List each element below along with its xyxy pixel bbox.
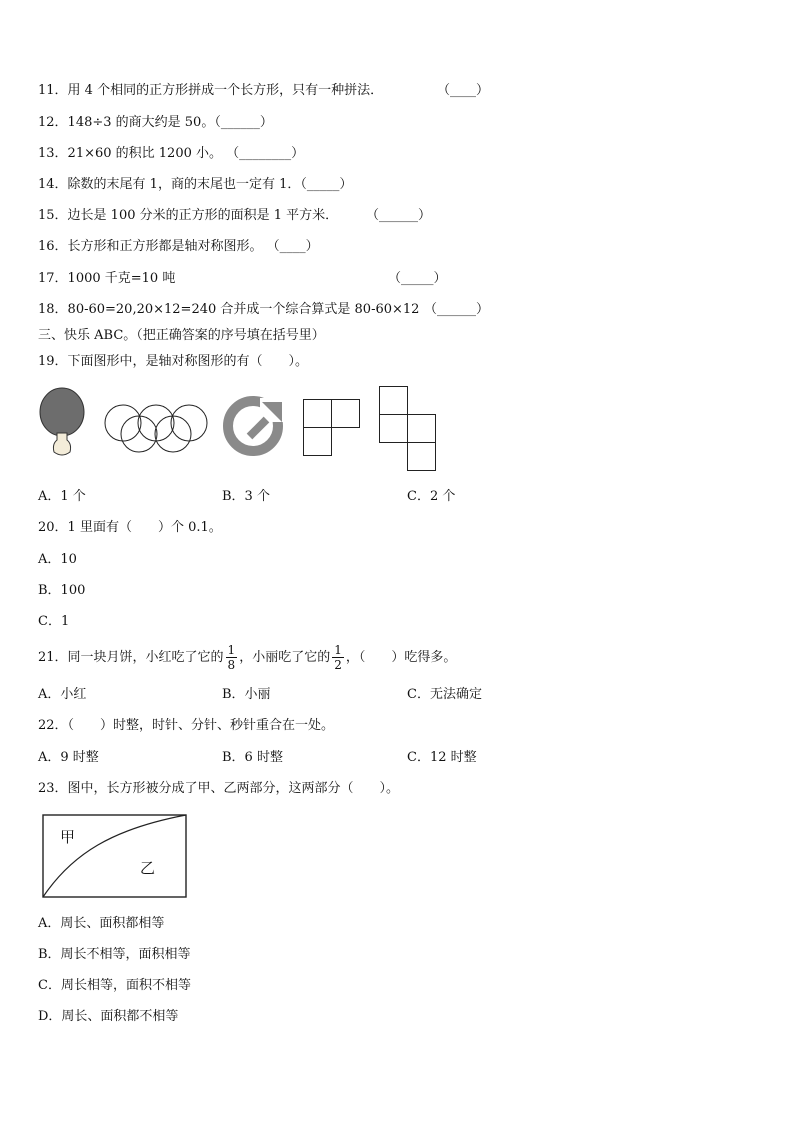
fraction-one-half <box>332 643 344 672</box>
question-18 <box>38 301 419 319</box>
q23-option-a[interactable]: A．周长、面积都相等 <box>38 916 165 931</box>
q23-option-b[interactable]: B．周长不相等，面积相等 <box>38 947 191 962</box>
ring-4 <box>121 416 157 452</box>
question-11-answer-blank[interactable]: （____） <box>437 83 490 98</box>
fraction-2-denominator: 2 <box>334 658 342 672</box>
square-top-left <box>304 400 332 428</box>
q20-option-c[interactable]: C．1 <box>38 614 70 629</box>
q19-option-a[interactable]: A．1 个 <box>38 489 86 504</box>
q21-text-pre: 21．同一块月饼，小红吃了它的 <box>38 650 224 665</box>
question-12-text: 12．148÷3 的商大约是 50。（______） <box>38 115 273 130</box>
q21-text-mid: ，小丽吃了它的 <box>239 650 331 665</box>
fraction-2-numerator: 1 <box>334 643 342 657</box>
q20-option-b[interactable]: B．100 <box>38 583 86 598</box>
question-13-text: 13．21×60 的积比 1200 小。 （________） <box>38 146 305 161</box>
question-21 <box>38 641 456 675</box>
q20-option-a[interactable]: A．10 <box>38 552 77 567</box>
square-2 <box>380 415 408 443</box>
square-1 <box>380 387 408 415</box>
paddle-head <box>40 388 84 436</box>
q19-option-b[interactable]: B．3 个 <box>222 489 270 504</box>
square-4 <box>408 443 436 471</box>
question-23: 23．图中，长方形被分成了甲、乙两部分，这两部分（ ）。 <box>38 781 400 796</box>
region-label-jia: 甲 <box>60 828 76 846</box>
question-19: 19．下面图形中，是轴对称图形的有（ ）。 <box>38 354 309 369</box>
question-17-answer-blank[interactable]: （_____） <box>388 271 447 286</box>
q19-option-c[interactable]: C．2 个 <box>407 489 456 504</box>
paddle-handle <box>53 433 70 455</box>
olympic-rings-figure <box>104 404 208 452</box>
question-15-text: 15．边长是 100 分米的正方形的面积是 1 平方米． <box>38 208 339 223</box>
question-16 <box>38 238 319 256</box>
question-15-answer-blank[interactable]: （______） <box>366 208 432 223</box>
q21-text-post: ，（ ）吃得多。 <box>345 650 457 665</box>
l-shape-squares-figure <box>303 399 361 457</box>
section-3-title: 三、快乐 ABC。（把正确答案的序号填在括号里） <box>38 328 325 343</box>
ping-pong-paddle-figure <box>38 388 88 460</box>
square-bottom-left <box>304 428 332 456</box>
question-11-text: 11．用 4 个相同的正方形拼成一个长方形，只有一种拼法． <box>38 83 384 98</box>
ring-2 <box>138 405 174 441</box>
fraction-1-denominator: 8 <box>227 658 236 672</box>
q22-option-a[interactable]: A．9 时整 <box>38 750 99 765</box>
zigzag-squares-figure <box>379 386 437 472</box>
q22-option-b[interactable]: B．6 时整 <box>222 750 283 765</box>
question-14-text: 14．除数的末尾有 1，商的末尾也一定有 1．（_____） <box>38 177 353 192</box>
divided-rectangle-figure <box>42 814 188 900</box>
ring-3 <box>171 405 207 441</box>
question-16-text: 16．长方形和正方形都是轴对称图形。 （____） <box>38 239 319 254</box>
question-18-answer-blank[interactable]: （______） <box>424 302 490 317</box>
ring-1 <box>105 405 141 441</box>
square-3 <box>408 415 436 443</box>
logo-arrow-2 <box>247 417 270 440</box>
question-20: 20．1 里面有（ ）个 0.1。 <box>38 520 222 535</box>
square-top-right <box>332 400 360 428</box>
question-15 <box>38 207 338 225</box>
region-label-yi: 乙 <box>140 859 156 877</box>
question-17 <box>38 270 175 288</box>
question-12 <box>38 114 273 132</box>
fraction-1-numerator: 1 <box>227 643 236 657</box>
question-17-text: 17．1000 千克=10 吨 <box>38 271 176 286</box>
question-11 <box>38 82 383 100</box>
fraction-one-eighth <box>226 643 238 672</box>
q21-option-b[interactable]: B．小丽 <box>222 687 271 702</box>
q23-option-d[interactable]: D．周长、面积都不相等 <box>38 1009 179 1024</box>
question-22: 22．（ ）时整，时针、分针、秒针重合在一处。 <box>38 718 335 733</box>
bank-logo-figure <box>222 394 286 458</box>
question-18-text: 18．80-60=20,20×12=240 合并成一个综合算式是 80-60×12 <box>38 302 420 317</box>
ring-5 <box>155 416 191 452</box>
q22-option-c[interactable]: C．12 时整 <box>407 750 477 765</box>
question-13 <box>38 145 304 163</box>
q23-option-c[interactable]: C．周长相等，面积不相等 <box>38 978 191 993</box>
q21-option-c[interactable]: C．无法确定 <box>407 687 482 702</box>
q21-option-a[interactable]: A．小红 <box>38 687 87 702</box>
question-14 <box>38 176 352 194</box>
